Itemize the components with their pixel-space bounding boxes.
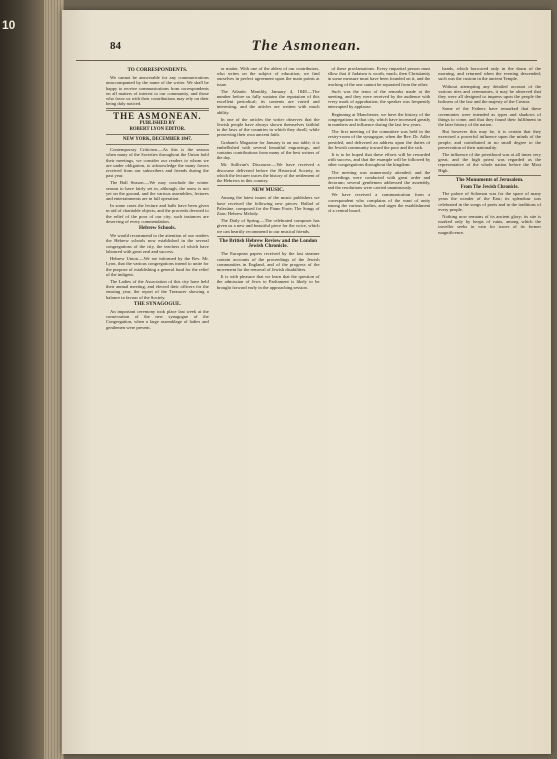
- paragraph: Such was the tenor of the remarks made at the meeting, and they were received by the audience with every mark of approbation; the speaker was frequently interrupted by applause.: [327, 88, 431, 110]
- dateline: NEW YORK, DECEMBER 1847.: [122, 137, 192, 143]
- paragraph: Some of the Fathers have remarked that these ceremonies were intended as types and shadows of things to come, and that they found their fulfilment in the later history of the nation.: [438, 106, 541, 128]
- page-header: [76, 38, 537, 61]
- text-columns: [106, 66, 541, 748]
- paragraph: We cannot be answerable for any communications unaccompanied by the name of the writer. We shall be happy to receive communications from correspondents on all matters of interest to our community, and those who favor us with their contributions may rely on their being duly noticed.: [106, 75, 209, 107]
- section-title: THE SYNAGOGUE.: [133, 300, 181, 307]
- paragraph: In some cases the lecture and balls have been given in aid of charitable objects, and the proceeds devoted to the relief of the poor of our city; such instances are deserving of every commendation.: [106, 203, 209, 224]
- paragraph: Hebrew Union.—We are informed by the Rev. Mr. Lyon, that the various congregations intend to unite for the purpose of establishing a general fund for the relief of the indigent.: [106, 256, 209, 277]
- paragraph: The Atlantic Monthly, January 4, 1848.—The number before us fully sustains the reputation of this excellent periodical; its contents are varied and interesting, and the articles are written with much ability.: [216, 88, 320, 115]
- publisher-line: ROBERT LYON EDITOR.: [129, 126, 186, 132]
- issue-line: PUBLISHED BY: [139, 120, 176, 126]
- column-2: [217, 66, 320, 748]
- section-title: TO CORRESPONDENTS.: [127, 67, 188, 73]
- section-title: Hebrew Schools.: [138, 225, 176, 232]
- masthead: The Asmonean.: [251, 38, 362, 54]
- paragraph: Nothing now remains of its ancient glory; its site is marked only by heaps of ruins, among which the traveller seeks in vain for traces of its former magnificence.: [438, 214, 541, 235]
- paragraph: We have received a communication from a correspondent who complains of the want of unity among the various bodies, and urges the establishment of a central board.: [327, 192, 431, 214]
- paragraph: of these proclamations. Every impartial person must allow that if Judaism is worth, much, then Christianity in some measure must have been founded on it, and the teaching of the one cannot be separated from the other.: [327, 66, 431, 87]
- divider: [217, 236, 320, 237]
- divider: [106, 134, 209, 135]
- paragraph: The Ball Season.—We may conclude the winter season to have fairly set in, although, the snow is not yet on the ground, and the various assemblies, lectures and entertainments are in full operation.: [106, 180, 209, 202]
- paragraph: Among the latest issues of the music publishers we have received the following new pieces: Ballad of Palestine, composed for the Piano Forte; The Songs of Zion; Hebrew Melody.: [216, 195, 320, 217]
- paragraph: The Ladies of the Association of this city have held their annual meeting, and elected their officers for the ensuing year, the report of the Treasurer showing a balance in favour of the Society.: [106, 278, 209, 300]
- column-1: [106, 66, 209, 748]
- paragraph: It is to be hoped that these efforts will be rewarded with success, and that the example will be followed by other congregations throughout the kingdom.: [327, 152, 431, 168]
- section-title: The British Hebrew Review and the London Jewish Chronicle.: [219, 237, 318, 250]
- divider: [106, 144, 209, 145]
- paragraph: It is with pleasure that we learn that the question of the admission of Jews to Parliament is likely to be brought forward early in the approaching session.: [216, 274, 320, 290]
- paragraph: Mr. Sullivan's Discourse.—We have received a discourse delivered before the Historical Society, in which the lecturer traces the history of the settlement of the Hebrews in this country.: [216, 162, 320, 184]
- source-line: From The Jewish Chronicle.: [460, 185, 519, 191]
- paragraph: In one of the articles the writer observes that the Jewish people have always shown themselves faithful to the laws of the countries in which they dwell, while preserving their own ancient faith.: [216, 116, 320, 138]
- paragraph: Graham's Magazine for January is on our table; it is embellished with several beautiful engravings, and contains contributions from many of the best writers of the day.: [216, 139, 320, 161]
- paragraph: We would recommend to the attention of our readers the Hebrew schools now established in the several congregations of the city, the teachers of which have laboured with great zeal and success.: [106, 233, 209, 254]
- section-title: NEW MUSIC.: [252, 187, 285, 194]
- divider: [217, 185, 320, 186]
- column-3: [328, 66, 431, 748]
- paper-title: THE ASMONEAN.: [113, 111, 202, 122]
- paragraph: The first meeting of the committee was held in the vestry-room of the synagogue, when the Rev. Dr. Adler presided, and delivered an address upon the duties of the Jewish community toward the poor and the sick.: [327, 129, 431, 150]
- paragraph: Without attempting any detailed account of the various rites and ceremonies, it may be observed that they were all designed to impress upon the people the holiness of the law and the majesty of the Creator.: [438, 83, 541, 105]
- paragraph: The palace of Solomon was for the space of many years the wonder of the East; its splendour was celebrated in the songs of poets and in the traditions of every people.: [438, 191, 541, 212]
- paragraph: Contemporary Criticism.—As this is the season when many of the Societies throughout the Union hold their meetings, we consider our readers to whom we are under obligation, to acknowledge the many favors received from our subscribers and friends during the past year.: [106, 147, 209, 179]
- paragraph: hands, which borrowed only in the dawn of the morning, and returned when the evening descended; such was the custom in the ancient Temple.: [438, 66, 541, 82]
- newspaper-page: [62, 10, 551, 754]
- paragraph: An important ceremony took place last week at the consecration of the new synagogue of the Congregation, when a large assemblage of ladies and gentlemen were present.: [106, 308, 209, 330]
- paragraph: or matter. With one of the ablest of our contributors, who writes on the subject of education, we find ourselves in perfect agreement upon the main points at issue.: [216, 66, 320, 87]
- paragraph: But however this may be, it is certain that they exercised a powerful influence upon the minds of the people, and contributed in no small degree to the preservation of their nationality.: [438, 129, 541, 150]
- page-number: 84: [110, 40, 121, 52]
- paragraph: The influence of the priesthood was at all times very great, and the high priest was regarded as the representative of the whole nation before the Most High.: [438, 152, 541, 173]
- paragraph: The European papers received by the last steamer contain accounts of the proceedings of the Jewish communities in England, and of the progress of the movement for the removal of Jewish disabilities.: [216, 251, 320, 272]
- paragraph: The Daily of Spring.—The celebrated composer has given us a new and beautiful piece for the voice, which we can heartily recommend to our musical friends.: [216, 218, 320, 234]
- section-title: The Monuments of Jerusalem.: [455, 176, 524, 183]
- paragraph: Beginning at Manchester, we have the history of the congregations in that city, which have increased greatly in numbers and influence during the last few years.: [327, 111, 431, 128]
- volume-number: 10: [2, 18, 16, 32]
- page-edges: [44, 0, 64, 759]
- column-4: [438, 66, 541, 748]
- divider: [438, 175, 541, 176]
- paragraph: The meeting was numerously attended, and the proceedings were conducted with great order and decorum; several gentlemen addressed the assembly, and the resolutions were carried unanimously.: [327, 169, 431, 191]
